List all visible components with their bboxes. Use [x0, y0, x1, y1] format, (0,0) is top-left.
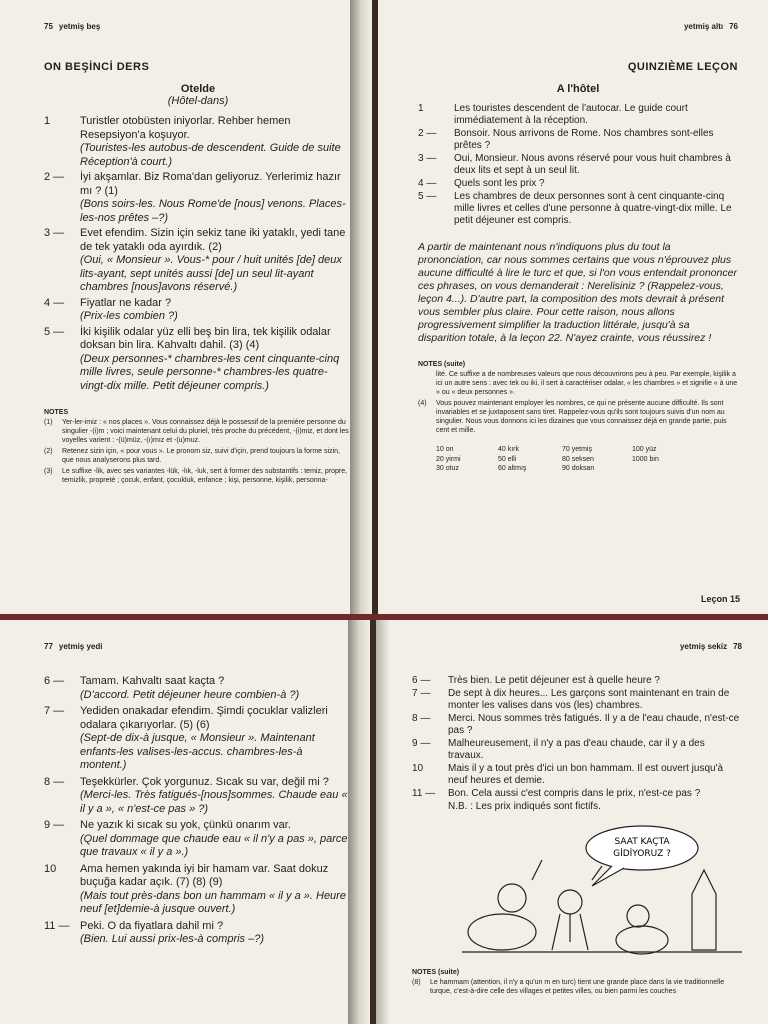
note-item	[44, 447, 352, 465]
line-text	[80, 863, 352, 917]
dialogue-line	[412, 713, 742, 737]
lesson-footer: Leçon 15	[700, 594, 740, 604]
number-word: 90 doksan	[562, 465, 595, 472]
line-text	[448, 688, 742, 712]
running-head	[44, 642, 352, 651]
note-number: (8)	[412, 979, 421, 986]
line-number: 9 —	[412, 738, 431, 749]
dialogue-line	[44, 675, 352, 702]
line-text	[448, 738, 742, 762]
line-text	[80, 675, 352, 702]
page-number-word: yetmiş beş	[58, 22, 101, 31]
turkish-text: İyi akşamlar. Biz Roma'dan geliyoruz. Yerlerimiz hazır mı ? (1)	[80, 171, 341, 197]
number-word	[632, 464, 692, 474]
line-text	[448, 675, 742, 687]
line-text	[454, 103, 738, 127]
turkish-text: Oui, Monsieur. Nous avons réservé pour vous huit chambres à deux lits et sept à un seul lit.	[454, 153, 731, 176]
note-text: Retenez sizin için, « pour vous ». Le pronom siz, suivi d'için, prend toujours la forme sizin, que nous analyserons plus tard.	[62, 448, 340, 464]
dialogue-line	[412, 738, 742, 762]
dialogue-title-translation: (Hôtel-dans)	[167, 95, 229, 107]
line-text	[454, 191, 738, 227]
turkish-text: Merci. Nous sommes très fatigués. Il y a de l'eau chaude, n'est-ce pas ?	[448, 713, 740, 736]
running-head	[418, 22, 738, 31]
line-text	[454, 178, 738, 190]
cartoon-illustration	[442, 820, 752, 960]
turkish-text: Tamam. Kahvaltı saat kaçta ?	[80, 675, 225, 687]
dialogue-list	[44, 675, 352, 947]
dialogue-line	[44, 297, 352, 324]
running-head	[44, 22, 352, 31]
turkish-text: Mais il y a tout près d'ici un bon hammam. Il est ouvert jusqu'à neuf heures et demie.	[448, 763, 724, 786]
line-text	[80, 920, 352, 947]
literal-translation: (Merci-les. Très fatigués-[nous]sommes. Chaude eau « il y a », « n'est-ce pas » ?)	[80, 789, 348, 815]
turkish-text: Turistler otobüsten iniyorlar. Rehber hemen Resepsiyon'a koşuyor.	[80, 115, 291, 141]
line-number: 11 —	[44, 919, 70, 932]
dialogue-line	[44, 326, 352, 394]
note-item	[44, 418, 352, 445]
note-item	[418, 399, 738, 435]
turkish-text: Quels sont les prix ?	[454, 178, 545, 189]
page-number: 75	[44, 22, 53, 31]
turkish-text: De sept à dix heures... Les garçons sont maintenant en train de monter les valises dans vos (les) chambres.	[448, 688, 730, 711]
dialogue-line	[412, 675, 742, 687]
page-78	[376, 620, 768, 1024]
line-number: 4 —	[418, 178, 437, 189]
number-word: 20 yirmi	[436, 455, 461, 463]
line-text	[80, 776, 352, 817]
note-text: lité. Ce suffixe a de nombreuses valeurs que nous découvrirons peu à peu. Par exemple, kişilik a ici un autre sens : avec tek ou iki, il sert à caractériser odalar, « les chambres » et signifie « à une » ou « deux personnes ».	[436, 371, 738, 396]
note-number: (4)	[418, 400, 427, 407]
note-number: (1)	[44, 419, 53, 426]
turkish-text: Bon. Cela aussi c'est compris dans le prix, n'est-ce pas ?	[448, 788, 701, 799]
line-text	[448, 788, 742, 800]
line-number: 8 —	[44, 775, 65, 788]
dialogue-line	[412, 801, 742, 813]
page-77	[0, 620, 370, 1024]
line-number: 7 —	[412, 688, 431, 699]
line-number: 5 —	[44, 325, 65, 338]
literal-translation: (Bons soirs-les. Nous Rome'de [nous] venons. Places-les-nos prêtes –?)	[80, 198, 346, 224]
line-text	[80, 227, 352, 295]
line-text	[448, 763, 742, 787]
line-number: 6 —	[44, 675, 65, 687]
note-number	[418, 370, 436, 397]
dialogue-line	[412, 763, 742, 787]
line-text	[80, 171, 352, 225]
literal-translation: (Quel dommage que chaude eau « il n'y a pas », parce que travaux « il y a ».)	[80, 832, 348, 858]
notes-heading: NOTES	[44, 409, 69, 416]
line-number: 1	[418, 103, 424, 114]
notes-list	[412, 978, 742, 996]
turkish-text: Ne yazık ki sıcak su yok, çünkü onarım var.	[80, 819, 291, 831]
dialogue-line	[418, 128, 738, 152]
lesson-title: QUINZIÈME LEÇON	[627, 61, 738, 73]
running-head	[412, 642, 742, 651]
dialogue-line	[418, 103, 738, 127]
dialogue-line	[44, 819, 352, 860]
notes-heading: NOTES (suite)	[412, 969, 460, 976]
turkish-text: Les chambres de deux personnes sont à cent cinquante-cinq mille livres et celles d'une personne à quatre-vingt-dix mille. Le petit déjeuner est compris.	[454, 191, 732, 226]
literal-translation: (Mais tout près-dans bon un hammam « il y a ». Heure neuf [et]demie-à jusque ouvert.)	[80, 889, 346, 915]
line-number	[412, 801, 448, 813]
dialogue-line	[44, 776, 352, 817]
line-number: 4 —	[44, 296, 65, 309]
speech-bubble	[586, 826, 698, 870]
line-number: 9 —	[44, 819, 65, 831]
line-number: 10	[412, 763, 424, 774]
note-item	[418, 370, 738, 397]
line-number: 7 —	[44, 705, 65, 717]
dialogue-list	[418, 103, 738, 227]
turkish-text: Très bien. Le petit déjeuner est à quelle heure ?	[448, 675, 660, 686]
dialogue-line	[418, 178, 738, 190]
literal-translation: (Oui, « Monsieur ». Vous-* pour / huit unités [de] deux lits-ayant, sept unités aussi [de] un seul lit-ayant chambres [nous]avons réservé.)	[80, 254, 342, 293]
cartoon-characters	[462, 860, 742, 954]
dialogue-line	[418, 153, 738, 177]
number-word: 80 seksen	[562, 455, 594, 463]
line-text	[454, 153, 738, 177]
line-number: 5 —	[418, 191, 437, 202]
dialogue-title: A l'hôtel	[556, 83, 600, 95]
dialogue-line	[418, 191, 738, 227]
literal-translation: (Touristes-les autobus-de descendent. Guide de suite Réception'à court.)	[80, 142, 341, 168]
literal-translation: (Deux personnes-* chambres-les cent cinquante-cinq mille livres, seule personne-* chambres-les quatre-vingt-dix mille. Petit déjeuner compris.)	[80, 352, 340, 392]
page-number: 77	[44, 642, 53, 651]
note-item	[44, 467, 352, 485]
page-76	[378, 0, 768, 614]
turkish-text: Fiyatlar ne kadar ?	[80, 296, 172, 309]
number-word: 70 yetmiş	[562, 446, 592, 453]
page-75	[0, 0, 372, 614]
number-word: 100 yüz	[632, 446, 657, 453]
book-gutter	[350, 0, 372, 614]
note-text: Vous pouvez maintenant employer les nombres, ce qui ne présente aucune difficulté. Ils sont invariables et se juxtaposent sans tiret. Rappelez-vous qu'ils sont toujours suivis d'un nom au singulier. Nous vous donnons ici les dizaines que vous connaissez déjà en grande partie, puis cent et mille.	[436, 400, 727, 434]
line-text	[80, 115, 352, 169]
turkish-text: Yediden onakadar efendim. Şimdi çocuklar valizleri odalara çıkarıyorlar. (5) (6)	[80, 705, 328, 731]
line-number: 10	[44, 862, 57, 875]
line-number: 6 —	[412, 675, 431, 686]
line-text	[80, 326, 352, 394]
page-number-word: yetmiş yedi	[58, 642, 103, 651]
bubble-line-1: SAAT KAÇTA	[614, 837, 670, 847]
dialogue-line	[44, 227, 352, 295]
note-number: (3)	[44, 468, 53, 475]
intro-paragraph: A partir de maintenant nous n'indiquons plus du tout la prononciation, car nous sommes certains que vous n'éprouvez plus aucune difficulté à lire le turc et que, si l'on vous entendait prononcer ces phrases, on vous demanderait : Nerelisiniz ? (Rappelez-vous, leçon 4...). D'autre part, la composition des mots devrait à présent vous sembler plus claire. Pour cette raison, nous allons progressivement simplifier la traduction littérale, jusqu'à sa disparition totale, à la leçon 22. N'ayez crainte, vous réussirez !	[418, 241, 737, 344]
line-number: 8 —	[412, 713, 431, 724]
page-number-word: yetmiş altı	[683, 22, 724, 31]
notes-list	[418, 370, 738, 435]
line-text	[454, 128, 738, 152]
line-text	[80, 819, 352, 860]
line-number: 2 —	[44, 171, 65, 183]
dialogue-line	[44, 863, 352, 917]
line-text	[448, 801, 742, 813]
note-text: Le hammam (attention, il n'y a qu'un m en turc) tient une grande place dans la vie traditionnelle turque, c'est-à-dire celle des villages et petites villes, ou bien parmi les couches	[430, 979, 725, 995]
literal-translation: (Bien. Lui aussi prix-les-à compris –?)	[80, 933, 265, 945]
dialogue-list	[44, 115, 352, 393]
turkish-text: Bonsoir. Nous arrivons de Rome. Nos chambres sont-elles prêtes ?	[454, 128, 714, 151]
dialogue-title: Otelde	[180, 83, 216, 95]
line-text	[448, 713, 742, 737]
line-number: 1	[44, 115, 51, 127]
turkish-text: Peki. O da fiyatlara dahil mi ?	[80, 919, 224, 932]
note-item	[412, 978, 742, 996]
line-text	[80, 705, 352, 773]
page-number: 76	[729, 22, 738, 31]
notes-heading: NOTES (suite)	[418, 361, 466, 368]
turkish-text: Les touristes descendent de l'autocar. Le guide court immédiatement à la réception.	[454, 103, 688, 126]
number-word: 30 otuz	[436, 465, 459, 472]
line-number: 2 —	[418, 128, 437, 139]
number-word: 10 on	[436, 446, 454, 453]
lesson-title: ON BEŞİNCİ DERS	[44, 61, 150, 73]
number-word: 60 altmış	[498, 465, 527, 472]
literal-translation: (Prix-les combien ?)	[80, 310, 178, 322]
note-text: Le suffixe -lik, avec ses variantes -lük, -lık, -luk, sert à former des substantifs : temiz, propre, temizlik, propreté ; çocuk, enfant, çocukluk, enfance ; kişi, personne, kişilik, personna-	[62, 468, 348, 484]
line-text	[80, 297, 352, 324]
page-number-word: yetmiş sekiz	[679, 642, 728, 651]
dialogue-line	[44, 705, 352, 773]
number-word: 1000 bin	[632, 455, 659, 463]
book-gutter	[348, 620, 370, 1024]
speech-bubble-tail	[592, 866, 624, 886]
page-number: 78	[733, 642, 742, 651]
turkish-text: Ama hemen yakında iyi bir hamam var. Saat dokuz buçuğa kadar açık. (7) (8) (9)	[80, 862, 329, 888]
turkish-text: Teşekkürler. Çok yorgunuz. Sıcak su var, değil mi ?	[80, 775, 329, 788]
number-word: 50 elli	[498, 455, 517, 463]
turkish-text: İki kişilik odalar yüz elli beş bin lira, tek kişilik odalar doksan bin lira. Kahvaltı dahil. (3) (4)	[80, 325, 331, 351]
dialogue-line	[44, 171, 352, 225]
literal-translation: (Sept-de dix-à jusque, « Monsieur ». Maintenant enfants-les valises-les-accus. chambres-les-à montent.)	[80, 732, 315, 771]
note-number: (2)	[44, 448, 53, 455]
note-text: Yer-ler-imiz : « nos places ». Vous connaissez déjà le possessif de la première personne du singulier -(i)m ; voici maintenant celui du pluriel, très proche du précédent, -(i)miz, et dont les voyelles varient : -(ü)müz, -(ı)mız et -(u)muz.	[62, 419, 349, 444]
line-number: 11 —	[412, 788, 436, 799]
book-gutter	[376, 620, 390, 1024]
dialogue-line	[44, 920, 352, 947]
dialogue-line	[44, 115, 352, 169]
notes-list	[44, 418, 352, 485]
dialogue-list	[412, 675, 742, 813]
line-number: 3 —	[418, 153, 437, 164]
turkish-text: N.B. : Les prix indiqués sont fictifs.	[448, 801, 601, 812]
bubble-line-2: GİDİYORUZ ?	[613, 849, 671, 859]
number-word: 40 kırk	[498, 446, 520, 453]
literal-translation: (D'accord. Petit déjeuner heure combien-à ?)	[80, 688, 300, 701]
dialogue-line	[412, 788, 742, 800]
line-number: 3 —	[44, 227, 65, 239]
turkish-text: Malheureusement, il n'y a pas d'eau chaude, car il y a des travaux.	[448, 738, 705, 761]
turkish-text: Evet efendim. Sizin için sekiz tane iki yataklı, yedi tane de tek yataklı oda ayırdık. (2)	[80, 227, 346, 253]
numbers-table	[418, 445, 738, 474]
dialogue-line	[412, 688, 742, 712]
